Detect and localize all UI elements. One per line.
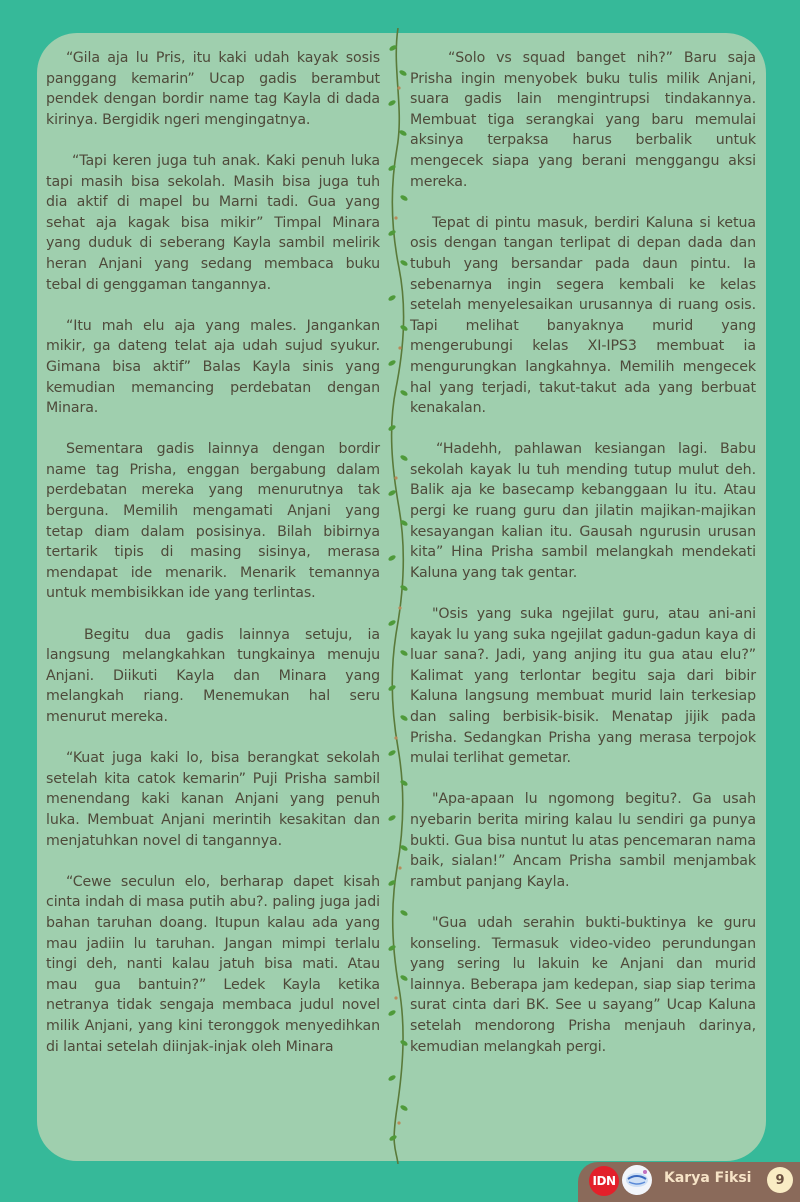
page-number-badge: 9 <box>767 1167 793 1193</box>
paragraph: “Solo vs squad banget nih?” Baru saja Prisha ingin menyobek buku tulis milik Anjani, suara gadis lain mengintrupsi tindakannya. Membuat tiga serangkai yang baru memulai aksinya terpaksa harus berbalik untuk mengecek siapa yang berani menggangu aksi mereka. <box>410 50 756 190</box>
paragraph: “Tapi keren juga tuh anak. Kaki penuh luka tapi masih bisa sekolah. Masih bisa juga tuh dia aktif di mapel bu Marni tadi. Gua yang sehat aja kagak bisa mikir” Timpal Minara yang duduk di seberang Kayla sambil melirik heran Anjani yang sedang membaca buku tebal di genggaman tangannya. <box>46 152 380 293</box>
paragraph: “Gila aja lu Pris, itu kaki udah kayak sosis panggang kemarin” Ucap gadis berambut pendek dengan bordir name tag Kayla di dada kirinya. Bergidik ngeri mengingatnya. <box>46 50 380 128</box>
section-label: Karya Fiksi <box>664 1170 752 1186</box>
paragraph: “Itu mah elu aja yang males. Jangankan mikir, ga dateng telat aja udah sujud syukur. Gimana bisa aktif” Balas Kayla sinis yang kemudian memancing perdebatan dengan Minara. <box>46 317 380 417</box>
paragraph: “Kuat juga kaki lo, bisa berangkat sekolah setelah kita catok kemarin” Puji Prisha sambil menendang kaki kanan Anjani yang penuh luka. Membuat Anjani merintih kesakitan dan menjatuhkan novel di tangannya. <box>46 750 380 849</box>
paragraph: "Apa-apaan lu ngomong begitu?. Ga usah nyebarin berita miring kalau lu sendiri ga punya bukti. Gua bisa nuntut lu atas pencemaran nama baik, sialan!” Ancam Prisha sambil menjambak rambut panjang Kayla. <box>410 791 756 890</box>
paragraph: “Hadehh, pahlawan kesiangan lagi. Babu sekolah kayak lu tuh mending tutup mulut deh. Balik aja ke basecamp kebanggaan lu itu. Atau pergi ke ruang guru dan jilatin majikan-majikan kesayangan kalian itu. Gausah ngurusin urusan kita” Hina Prisha sambil melangkah mendekati Kaluna yang tak gentar. <box>410 441 756 581</box>
idn-logo: IDN <box>589 1166 619 1196</box>
right-column <box>410 48 756 1078</box>
paragraph: Sementara gadis lainnya dengan bordir name tag Prisha, enggan bergabung dalam perdebatan mereka yang menurutnya tak berguna. Memilih mengamati Anjani yang tetap diam dalam posisinya. Bilah bibirnya tertarik tipis di masing sisinya, merasa mendapat ide menarik. Menarik temannya untuk membisikkan ide yang terlintas. <box>46 441 380 602</box>
secondary-logo-icon <box>622 1165 652 1195</box>
paragraph: “Cewe seculun elo, berharap dapet kisah cinta indah di masa putih abu?. paling juga jadi bahan taruhan doang. Itupun kalau ada yang mau jadiin lu taruhan. Jangan mimpi terlalu tingi deh, nanti kalau jatuh bisa mati. Atau mau gua bantuin?” Ledek Kayla ketika netranya tidak sengaja membaca judul novel milik Anjani, yang kini teronggok menyedihkan di lantai setelah diinjak-injak oleh Minara <box>46 873 380 1055</box>
paragraph: Tepat di pintu masuk, berdiri Kaluna si ketua osis dengan tangan terlipat di depan dada dan tubuh yang bersandar pada daun pintu. Ia sebenarnya ingin segera kembali ke kelas setelah menyelesaikan urusannya di ruang osis. Tapi melihat banyaknya murid yang mengerubungi kelas XI-IPS3 membuat ia mengurungkan langkahnya. Memilih mengecek hal yang terjadi, takut-takut ada yang berbuat kenakalan. <box>410 214 756 417</box>
vine-divider-icon <box>386 28 410 1164</box>
paragraph: "Osis yang suka ngejilat guru, atau ani-ani kayak lu yang suka ngejilat gadun-gadun kaya di luar sana?. Jadi, yang anjing itu gua atau elu?” Kalimat yang terlontar begitu saja dari bibir Kaluna langsung membuat murid lain terkesiap dan saling berbisik-bisik. Menatap jijik pada Prisha. Sedangkan Prisha yang merasa terpojok mulai terlihat gemetar. <box>410 606 756 767</box>
paragraph: "Gua udah serahin bukti-buktinya ke guru konseling. Termasuk video-video perundungan yang sering lu lakuin ke Anjani dan murid lainnya. Beberapa jam kedepan, siap siap terima surat cinta dari BK. See u sayang” Ucap Kaluna setelah mendorong Prisha menjauh darinya, kemudian melangkah pergi. <box>410 914 756 1055</box>
left-column <box>46 48 380 1078</box>
paragraph: Begitu dua gadis lainnya setuju, ia langsung melangkahkan tungkainya menuju Anjani. Diikuti Kayla dan Minara yang melangkah riang. Menemukan hal seru menurut mereka. <box>46 626 380 725</box>
